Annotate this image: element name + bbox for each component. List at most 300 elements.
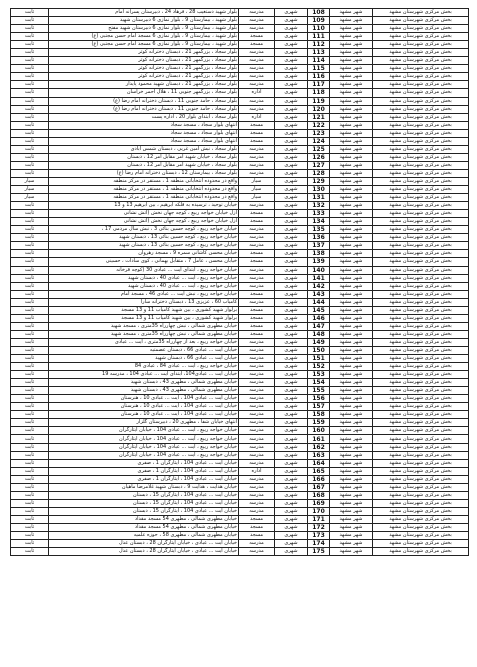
address-cell: خیابان خواجه ربیع ، آیت ... عبادی 104 ، خیابان ایثارگران <box>49 451 239 459</box>
station-number-cell: 141 <box>308 274 330 282</box>
type-cell: مدرسه <box>239 443 275 451</box>
station-number-cell: 154 <box>308 379 330 387</box>
city-cell: شهر مشهد <box>330 218 373 226</box>
type-cell: اداره <box>239 467 275 475</box>
type-cell: مدرسه <box>239 371 275 379</box>
status-cell: ثابت <box>11 443 49 451</box>
area-cell: شهری <box>275 169 308 177</box>
area-cell: شهری <box>275 298 308 306</box>
table-row <box>11 177 469 185</box>
table-row <box>11 403 469 411</box>
type-cell: مدرسه <box>239 435 275 443</box>
type-cell: مسجد <box>239 137 275 145</box>
area-cell: شهری <box>275 274 308 282</box>
status-cell: ثابت <box>11 387 49 395</box>
status-cell: سیار <box>11 177 49 185</box>
table-row <box>11 524 469 532</box>
table-row <box>11 459 469 467</box>
type-cell: مدرسه <box>239 234 275 242</box>
address-cell: خیابان آیت ... عبادی 104 ، ایثارگران 15 ، دبستان <box>49 499 239 507</box>
table-row <box>11 338 469 346</box>
area-cell: شهری <box>275 507 308 515</box>
status-cell: ثابت <box>11 73 49 81</box>
city-cell: شهر مشهد <box>330 387 373 395</box>
city-cell: شهر مشهد <box>330 411 373 419</box>
city-cell: شهر مشهد <box>330 363 373 371</box>
section-cell: بخش مرکزی شهرستان مشهد <box>373 499 469 507</box>
type-cell: مدرسه <box>239 491 275 499</box>
type-cell: اداره <box>239 89 275 97</box>
section-cell: بخش مرکزی شهرستان مشهد <box>373 186 469 194</box>
status-cell: ثابت <box>11 419 49 427</box>
city-cell: شهر مشهد <box>330 338 373 346</box>
table-row <box>11 395 469 403</box>
address-cell: بلوار شهید ، بیمارستان 9 ، بلوار نمازی 6 مسجد امام حسن مجتبی (ع) <box>49 33 239 41</box>
station-number-cell: 146 <box>308 314 330 322</box>
type-cell: مدرسه <box>239 459 275 467</box>
status-cell: ثابت <box>11 282 49 290</box>
city-cell: شهر مشهد <box>330 202 373 210</box>
type-cell: مسجد <box>239 218 275 226</box>
status-cell: ثابت <box>11 97 49 105</box>
section-cell: بخش مرکزی شهرستان مشهد <box>373 524 469 532</box>
section-cell: بخش مرکزی شهرستان مشهد <box>373 145 469 153</box>
area-cell: شهری <box>275 435 308 443</box>
type-cell: مدرسه <box>239 105 275 113</box>
city-cell: شهر مشهد <box>330 234 373 242</box>
station-number-cell: 148 <box>308 330 330 338</box>
city-cell: شهر مشهد <box>330 258 373 266</box>
section-cell: بخش مرکزی شهرستان مشهد <box>373 338 469 346</box>
type-cell: سیار <box>239 177 275 185</box>
station-number-cell: 156 <box>308 395 330 403</box>
address-cell: بلوار شهید دستغیب 28 ، فرهاد 24 ، دبیرستان پسرانه امام <box>49 9 239 17</box>
status-cell: ثابت <box>11 467 49 475</box>
station-number-cell: 110 <box>308 25 330 33</box>
type-cell: مدرسه <box>239 548 275 556</box>
section-cell: بخش مرکزی شهرستان مشهد <box>373 483 469 491</box>
table-row <box>11 411 469 419</box>
section-cell: بخش مرکزی شهرستان مشهد <box>373 202 469 210</box>
area-cell: شهری <box>275 97 308 105</box>
station-number-cell: 137 <box>308 242 330 250</box>
address-cell: کامیاب 60 ، عزیزی 13 ، دبستان دخترانه سارا <box>49 298 239 306</box>
area-cell: شهری <box>275 57 308 65</box>
address-cell: خیابان خواجه ربیع ، آیت ... عبادی 104 ، خیابان ایثارگران <box>49 427 239 435</box>
table-row <box>11 210 469 218</box>
station-number-cell: 173 <box>308 532 330 540</box>
city-cell: شهر مشهد <box>330 322 373 330</box>
address-cell: خیابان خواجه ربیع ، کوچه حسین بنائی 13 ، دبستان شهید <box>49 242 239 250</box>
type-cell: مدرسه <box>239 338 275 346</box>
table-row <box>11 427 469 435</box>
section-cell: بخش مرکزی شهرستان مشهد <box>373 41 469 49</box>
section-cell: بخش مرکزی شهرستان مشهد <box>373 355 469 363</box>
station-number-cell: 153 <box>308 371 330 379</box>
city-cell: شهر مشهد <box>330 483 373 491</box>
type-cell: مدرسه <box>239 379 275 387</box>
table-row <box>11 548 469 556</box>
area-cell: شهری <box>275 346 308 354</box>
city-cell: شهر مشهد <box>330 540 373 548</box>
area-cell: شهری <box>275 81 308 89</box>
station-number-cell: 168 <box>308 491 330 499</box>
area-cell: شهری <box>275 145 308 153</box>
area-cell: شهری <box>275 459 308 467</box>
type-cell: مدرسه <box>239 346 275 354</box>
area-cell: شهری <box>275 379 308 387</box>
city-cell: شهر مشهد <box>330 475 373 483</box>
city-cell: شهر مشهد <box>330 81 373 89</box>
address-cell: واقع در محدوده انتخاباتی منطقه 1 ، مستقر در مرکز منطقه <box>49 186 239 194</box>
table-row <box>11 467 469 475</box>
area-cell: شهری <box>275 226 308 234</box>
station-number-cell: 160 <box>308 427 330 435</box>
address-cell: خیابان خواجه ربیع ، آیت ... عبادی 40 ، دبستان شهید <box>49 274 239 282</box>
address-cell: خیابان آیت ... عبادی 104 ، ایثارگران 1 ، صفری <box>49 459 239 467</box>
area-cell: شهری <box>275 41 308 49</box>
status-cell: ثابت <box>11 226 49 234</box>
type-cell: مدرسه <box>239 403 275 411</box>
section-cell: بخش مرکزی شهرستان مشهد <box>373 177 469 185</box>
area-cell: شهری <box>275 266 308 274</box>
area-cell: شهری <box>275 25 308 33</box>
address-cell: انتهای بلوار سجاد ، مسجد سجاد <box>49 137 239 145</box>
status-cell: ثابت <box>11 355 49 363</box>
address-cell: بلوار سجاد ، حامد جنوبی 11 ، دبستان دخترانه امام رضا (ع) <box>49 105 239 113</box>
type-cell: مسجد <box>239 306 275 314</box>
station-number-cell: 149 <box>308 338 330 346</box>
type-cell: سیار <box>239 194 275 202</box>
city-cell: شهر مشهد <box>330 250 373 258</box>
section-cell: بخش مرکزی شهرستان مشهد <box>373 266 469 274</box>
section-cell: بخش مرکزی شهرستان مشهد <box>373 17 469 25</box>
area-cell: شهری <box>275 153 308 161</box>
type-cell: مدرسه <box>239 355 275 363</box>
section-cell: بخش مرکزی شهرستان مشهد <box>373 282 469 290</box>
table-row <box>11 371 469 379</box>
city-cell: شهر مشهد <box>330 25 373 33</box>
area-cell: شهری <box>275 73 308 81</box>
type-cell: مدرسه <box>239 226 275 234</box>
table-row <box>11 234 469 242</box>
status-cell: ثابت <box>11 451 49 459</box>
address-cell: خیابان خواجه ربیع ، نبش آیت ... عبادی 46 ، مسجد امام <box>49 290 239 298</box>
address-cell: خیابان آیت ... عبادی 104 ، آیت ... عبادی 10 ، هنرستان <box>49 395 239 403</box>
station-number-cell: 161 <box>308 435 330 443</box>
table-row <box>11 121 469 129</box>
status-cell: ثابت <box>11 258 49 266</box>
status-cell: ثابت <box>11 121 49 129</box>
table-row <box>11 105 469 113</box>
station-number-cell: 172 <box>308 524 330 532</box>
status-cell: ثابت <box>11 346 49 354</box>
table-row <box>11 242 469 250</box>
type-cell: مدرسه <box>239 153 275 161</box>
station-number-cell: 145 <box>308 306 330 314</box>
status-cell: ثابت <box>11 202 49 210</box>
address-cell: خیابان آیت ... عبادی 66 ، دبستان عصمتیه <box>49 346 239 354</box>
area-cell: شهری <box>275 403 308 411</box>
section-cell: بخش مرکزی شهرستان مشهد <box>373 81 469 89</box>
table-row <box>11 33 469 41</box>
station-number-cell: 122 <box>308 121 330 129</box>
section-cell: بخش مرکزی شهرستان مشهد <box>373 121 469 129</box>
section-cell: بخش مرکزی شهرستان مشهد <box>373 435 469 443</box>
station-number-cell: 166 <box>308 475 330 483</box>
station-number-cell: 111 <box>308 33 330 41</box>
address-cell: خیابان خواجه ربیع ، کوچه حسین بنائی 13 ، دبستان شهید <box>49 234 239 242</box>
type-cell: مدرسه <box>239 97 275 105</box>
area-cell: شهری <box>275 330 308 338</box>
city-cell: شهر مشهد <box>330 57 373 65</box>
city-cell: شهر مشهد <box>330 371 373 379</box>
table-row <box>11 274 469 282</box>
city-cell: شهر مشهد <box>330 137 373 145</box>
address-cell: خیابان مطهری شمالی ، مطهری 43 ، دبستان شهید <box>49 387 239 395</box>
city-cell: شهر مشهد <box>330 290 373 298</box>
table-row <box>11 41 469 49</box>
area-cell: شهری <box>275 210 308 218</box>
status-cell: ثابت <box>11 540 49 548</box>
city-cell: شهر مشهد <box>330 73 373 81</box>
table-row <box>11 194 469 202</box>
section-cell: بخش مرکزی شهرستان مشهد <box>373 49 469 57</box>
area-cell: شهری <box>275 186 308 194</box>
table-row <box>11 363 469 371</box>
address-cell: برلوار شهید کشوری ، بین شهید کامیاب 11 و 13 مسجد <box>49 306 239 314</box>
type-cell: مسجد <box>239 210 275 218</box>
station-number-cell: 133 <box>308 210 330 218</box>
section-cell: بخش مرکزی شهرستان مشهد <box>373 322 469 330</box>
status-cell: ثابت <box>11 314 49 322</box>
city-cell: شهر مشهد <box>330 9 373 17</box>
status-cell: ثابت <box>11 81 49 89</box>
address-cell: خیابان خواجه ربیع ، آیت ... عبادی 40 ، دبستان شهید <box>49 282 239 290</box>
station-number-cell: 123 <box>308 129 330 137</box>
address-cell: خیابان آیت ... عبادی104، ابتدای آیت ... عبادی 104 ، مدرسه 19 <box>49 371 239 379</box>
station-number-cell: 164 <box>308 459 330 467</box>
city-cell: شهر مشهد <box>330 403 373 411</box>
section-cell: بخش مرکزی شهرستان مشهد <box>373 532 469 540</box>
status-cell: ثابت <box>11 274 49 282</box>
table-row <box>11 73 469 81</box>
table-row <box>11 145 469 153</box>
table-row <box>11 161 469 169</box>
table-row <box>11 491 469 499</box>
area-cell: شهری <box>275 443 308 451</box>
section-cell: بخش مرکزی شهرستان مشهد <box>373 250 469 258</box>
table-row <box>11 540 469 548</box>
city-cell: شهر مشهد <box>330 129 373 137</box>
table-row <box>11 515 469 523</box>
area-cell: شهری <box>275 467 308 475</box>
area-cell: شهری <box>275 218 308 226</box>
address-cell: خیابان آیت ... عبادی 104 ، آیت ... عبادی 10 ، هنرستان <box>49 411 239 419</box>
table-row <box>11 65 469 73</box>
area-cell: شهری <box>275 129 308 137</box>
station-number-cell: 171 <box>308 515 330 523</box>
type-cell: مسجد <box>239 121 275 129</box>
section-cell: بخش مرکزی شهرستان مشهد <box>373 491 469 499</box>
status-cell: ثابت <box>11 266 49 274</box>
address-cell: خیابان آیت ... عبادی 104 ، ایثارگران 1 ، صفری <box>49 467 239 475</box>
section-cell: بخش مرکزی شهرستان مشهد <box>373 379 469 387</box>
status-cell: ثابت <box>11 411 49 419</box>
status-cell: ثابت <box>11 371 49 379</box>
section-cell: بخش مرکزی شهرستان مشهد <box>373 298 469 306</box>
section-cell: بخش مرکزی شهرستان مشهد <box>373 548 469 556</box>
section-cell: بخش مرکزی شهرستان مشهد <box>373 443 469 451</box>
status-cell: ثابت <box>11 41 49 49</box>
city-cell: شهر مشهد <box>330 210 373 218</box>
area-cell: شهری <box>275 9 308 17</box>
city-cell: شهر مشهد <box>330 105 373 113</box>
status-cell: سیار <box>11 194 49 202</box>
status-cell: ثابت <box>11 210 49 218</box>
city-cell: شهر مشهد <box>330 97 373 105</box>
type-cell: مدرسه <box>239 411 275 419</box>
type-cell: مسجد <box>239 322 275 330</box>
address-cell: خیابان آیت ... عبادی ، خیابان ایثارگران 28 ، دبستان عدل <box>49 540 239 548</box>
section-cell: بخش مرکزی شهرستان مشهد <box>373 226 469 234</box>
table-row <box>11 346 469 354</box>
section-cell: بخش مرکزی شهرستان مشهد <box>373 73 469 81</box>
station-number-cell: 128 <box>308 169 330 177</box>
station-number-cell: 167 <box>308 483 330 491</box>
city-cell: شهر مشهد <box>330 346 373 354</box>
area-cell: شهری <box>275 89 308 97</box>
city-cell: شهر مشهد <box>330 515 373 523</box>
address-cell: بلوار شهید ، بیمارستان 9 ، بلوار نمازی 6 دبیرستان شهید مفتح <box>49 25 239 33</box>
section-cell: بخش مرکزی شهرستان مشهد <box>373 113 469 121</box>
status-cell: ثابت <box>11 379 49 387</box>
station-number-cell: 174 <box>308 540 330 548</box>
city-cell: شهر مشهد <box>330 266 373 274</box>
status-cell: ثابت <box>11 49 49 57</box>
area-cell: شهری <box>275 234 308 242</box>
section-cell: بخش مرکزی شهرستان مشهد <box>373 507 469 515</box>
station-number-cell: 152 <box>308 363 330 371</box>
table-row <box>11 507 469 515</box>
table-row <box>11 451 469 459</box>
section-cell: بخش مرکزی شهرستان مشهد <box>373 97 469 105</box>
city-cell: شهر مشهد <box>330 161 373 169</box>
status-cell: ثابت <box>11 459 49 467</box>
area-cell: شهری <box>275 515 308 523</box>
status-cell: ثابت <box>11 298 49 306</box>
address-cell: خیابان خواجه ربیع ، آیت ... عبادی 84 ، عبادی 84 <box>49 363 239 371</box>
address-cell: بلوار سجاد ، بیمارستان 12 ، دبستان دخترانه امام رضا (ع) <box>49 169 239 177</box>
address-cell: بلوار سجاد ، حامد جنوبی 11 ، دبستان دخترانه امام رضا (ع) <box>49 97 239 105</box>
address-cell: خیابان آیت ... عبادی 104 ، آیت ... عبادی 10 ، هنرستان <box>49 403 239 411</box>
city-cell: شهر مشهد <box>330 194 373 202</box>
city-cell: شهر مشهد <box>330 443 373 451</box>
station-number-cell: 109 <box>308 17 330 25</box>
table-row <box>11 419 469 427</box>
status-cell: ثابت <box>11 113 49 121</box>
status-cell: ثابت <box>11 145 49 153</box>
section-cell: بخش مرکزی شهرستان مشهد <box>373 161 469 169</box>
section-cell: بخش مرکزی شهرستان مشهد <box>373 242 469 250</box>
station-number-cell: 120 <box>308 105 330 113</box>
area-cell: شهری <box>275 161 308 169</box>
status-cell: ثابت <box>11 435 49 443</box>
station-number-cell: 124 <box>308 137 330 145</box>
station-number-cell: 114 <box>308 57 330 65</box>
area-cell: شهری <box>275 363 308 371</box>
table-row <box>11 290 469 298</box>
section-cell: بخش مرکزی شهرستان مشهد <box>373 218 469 226</box>
address-cell: خیابان خواجه ربیع ، بعد از چهارراه 35متری ، آیت ... عبادی <box>49 338 239 346</box>
address-cell: انتهای بلوار سجاد ، مسجد سجاد <box>49 121 239 129</box>
station-number-cell: 118 <box>308 89 330 97</box>
section-cell: بخش مرکزی شهرستان مشهد <box>373 467 469 475</box>
status-cell: ثابت <box>11 57 49 65</box>
address-cell: ازل خیابان خواجه ربیع ، کوچه جهان نخش (آتش نشانی <box>49 218 239 226</box>
status-cell: ثابت <box>11 137 49 145</box>
station-number-cell: 139 <box>308 258 330 266</box>
city-cell: شهر مشهد <box>330 507 373 515</box>
area-cell: شهری <box>275 371 308 379</box>
type-cell: مدرسه <box>239 17 275 25</box>
address-cell: واقع در محدوده انتخاباتی منطقه 1 ، مستقر در مرکز منطقه <box>49 177 239 185</box>
area-cell: شهری <box>275 499 308 507</box>
table-row <box>11 137 469 145</box>
table-row <box>11 113 469 121</box>
address-cell: بلوار سجاد ، بزرگمهر 21 ، دبستان دخترانه کوثر <box>49 57 239 65</box>
section-cell: بخش مرکزی شهرستان مشهد <box>373 137 469 145</box>
city-cell: شهر مشهد <box>330 395 373 403</box>
area-cell: شهری <box>275 17 308 25</box>
type-cell: مدرسه <box>239 363 275 371</box>
type-cell: مسجد <box>239 250 275 258</box>
section-cell: بخش مرکزی شهرستان مشهد <box>373 290 469 298</box>
area-cell: شهری <box>275 548 308 556</box>
table-row <box>11 306 469 314</box>
station-number-cell: 170 <box>308 507 330 515</box>
address-cell: بلوار سجاد ، خیابان شهید امر مقابل امر 12 ، دبستان <box>49 153 239 161</box>
station-number-cell: 140 <box>308 266 330 274</box>
type-cell: مسجد <box>239 515 275 523</box>
area-cell: شهری <box>275 282 308 290</box>
section-cell: بخش مرکزی شهرستان مشهد <box>373 419 469 427</box>
address-cell: بلوار سجاد ، نبش امین غربی ، دبستان شمس آبادی <box>49 145 239 153</box>
table-row <box>11 282 469 290</box>
address-cell: بلوار سجاد ، ابتدای بلوار 20 ، اداره پست <box>49 113 239 121</box>
status-cell: ثابت <box>11 524 49 532</box>
address-cell: خیابان محسن کاشانی سمره 9 ، مسجد رهروان <box>49 250 239 258</box>
section-cell: بخش مرکزی شهرستان مشهد <box>373 129 469 137</box>
status-cell: ثابت <box>11 89 49 97</box>
address-cell: خیابان آیت ... عبادی 104 ، ایثارگران 15 ، دبستان <box>49 491 239 499</box>
status-cell: ثابت <box>11 322 49 330</box>
address-cell: خیابان آیت ... عبادی ، خیابان ایثارگران 28 ، دبستان عدل <box>49 548 239 556</box>
address-cell: خیابان هدایت ، هدایت 9 ، دبستان شهید غلامرضا ماهیان <box>49 483 239 491</box>
station-number-cell: 151 <box>308 355 330 363</box>
section-cell: بخش مرکزی شهرستان مشهد <box>373 25 469 33</box>
type-cell: مدرسه <box>239 9 275 17</box>
area-cell: شهری <box>275 250 308 258</box>
city-cell: شهر مشهد <box>330 17 373 25</box>
area-cell: شهری <box>275 322 308 330</box>
table-row <box>11 298 469 306</box>
table-row <box>11 483 469 491</box>
station-number-cell: 169 <box>308 499 330 507</box>
section-cell: بخش مرکزی شهرستان مشهد <box>373 105 469 113</box>
type-cell: مدرسه <box>239 451 275 459</box>
table-row <box>11 202 469 210</box>
